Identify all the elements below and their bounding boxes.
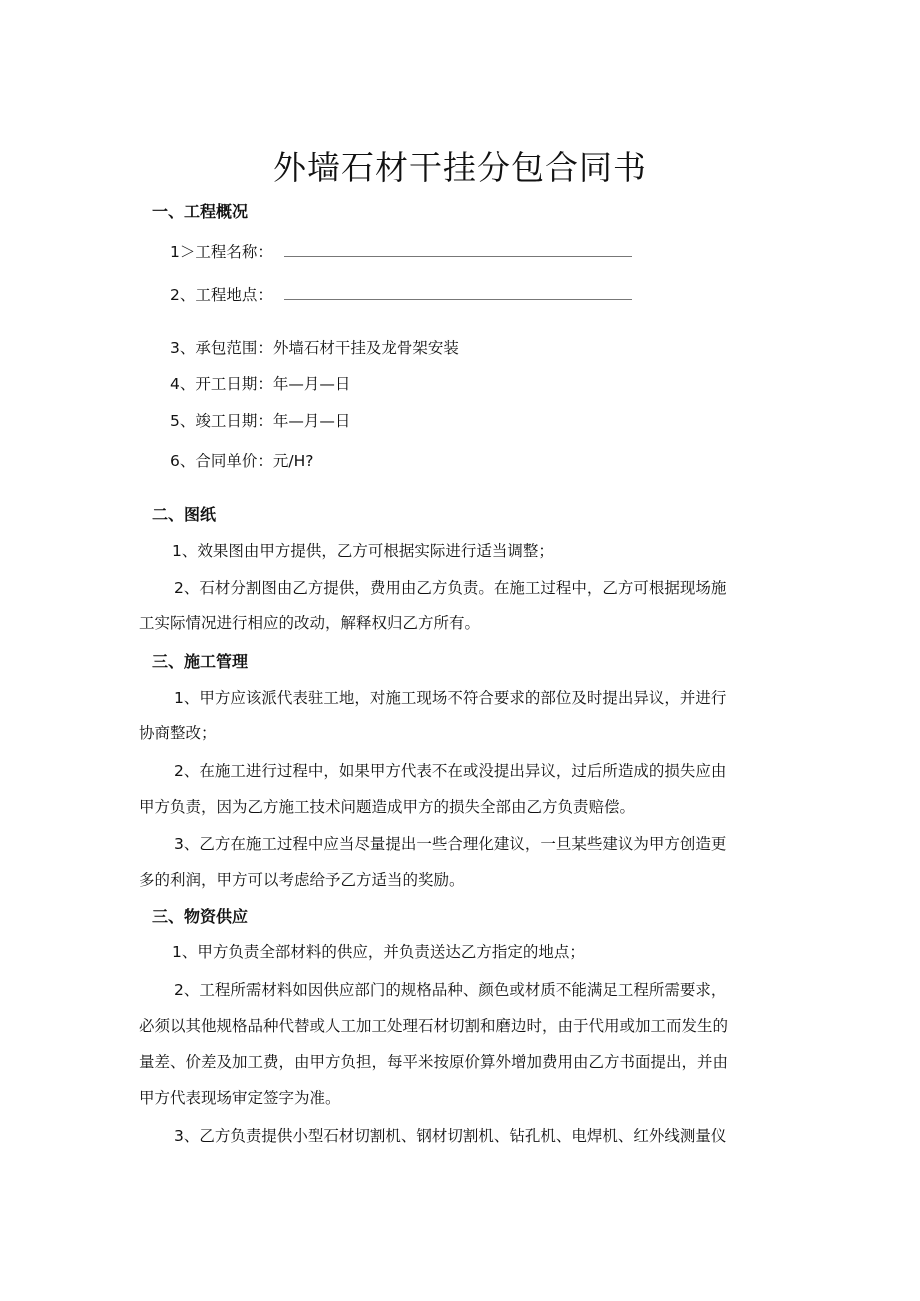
- supply-clause-3-line-1: 3、乙方负责提供小型石材切割机、钢材切割机、钻孔机、电焊机、红外线测量仪: [174, 1127, 727, 1145]
- drawings-clause-1: 1、效果图由甲方提供，乙方可根据实际进行适当调整；: [172, 542, 554, 560]
- supply-clause-2-line-1: 2、工程所需材料如因供应部门的规格品种、颜色或材质不能满足工程所需要求，: [174, 981, 727, 999]
- section-heading-overview: 一、工程概况: [152, 202, 249, 221]
- project-location-blank-field[interactable]: [284, 299, 632, 300]
- management-clause-3-line-1: 3、乙方在施工过程中应当尽量提出一些合理化建议，一旦某些建议为甲方创造更: [174, 835, 727, 853]
- management-clause-2-line-2: 甲方负责，因为乙方施工技术问题造成甲方的损失全部由乙方负责赔偿。: [139, 798, 636, 816]
- project-name-label: 1＞工程名称：: [170, 243, 273, 261]
- drawings-clause-2-line-1: 2、石材分割图由乙方提供，费用由乙方负责。在施工过程中，乙方可根据现场施: [174, 579, 727, 597]
- management-clause-2-line-1: 2、在施工进行过程中，如果甲方代表不在或没提出异议，过后所造成的损失应由: [174, 762, 727, 780]
- management-clause-1-line-2: 协商整改；: [139, 724, 217, 742]
- section-heading-construction-management: 三、施工管理: [152, 652, 249, 671]
- start-date: 4、开工日期：年—月—日: [170, 375, 351, 393]
- document-title: 外墙石材干挂分包合同书: [273, 148, 647, 187]
- supply-clause-2-line-3: 量差、价差及加工费，由甲方负担，每平米按原价算外增加费用由乙方书面提出，并由: [139, 1053, 729, 1071]
- supply-clause-2-line-2: 必须以其他规格品种代替或人工加工处理石材切割和磨边时，由于代用或加工而发生的: [139, 1017, 729, 1035]
- section-heading-material-supply: 三、物资供应: [152, 907, 249, 926]
- project-location-label: 2、工程地点：: [170, 286, 273, 304]
- completion-date: 5、竣工日期：年—月—日: [170, 412, 351, 430]
- section-heading-drawings: 二、图纸: [152, 505, 217, 524]
- management-clause-1-line-1: 1、甲方应该派代表驻工地，对施工现场不符合要求的部位及时提出异议，并进行: [174, 689, 727, 707]
- management-clause-3-line-2: 多的利润，甲方可以考虑给予乙方适当的奖励。: [139, 871, 465, 889]
- drawings-clause-2-line-2: 工实际情况进行相应的改动，解释权归乙方所有。: [139, 614, 481, 632]
- unit-price: 6、合同单价：元/H?: [170, 452, 314, 470]
- supply-clause-1: 1、甲方负责全部材料的供应，并负责送达乙方指定的地点；: [172, 943, 585, 961]
- contract-scope: 3、承包范围：外墙石材干挂及龙骨架安装: [170, 339, 459, 357]
- supply-clause-2-line-4: 甲方代表现场审定签字为准。: [139, 1089, 341, 1107]
- project-name-blank-field[interactable]: [284, 256, 632, 257]
